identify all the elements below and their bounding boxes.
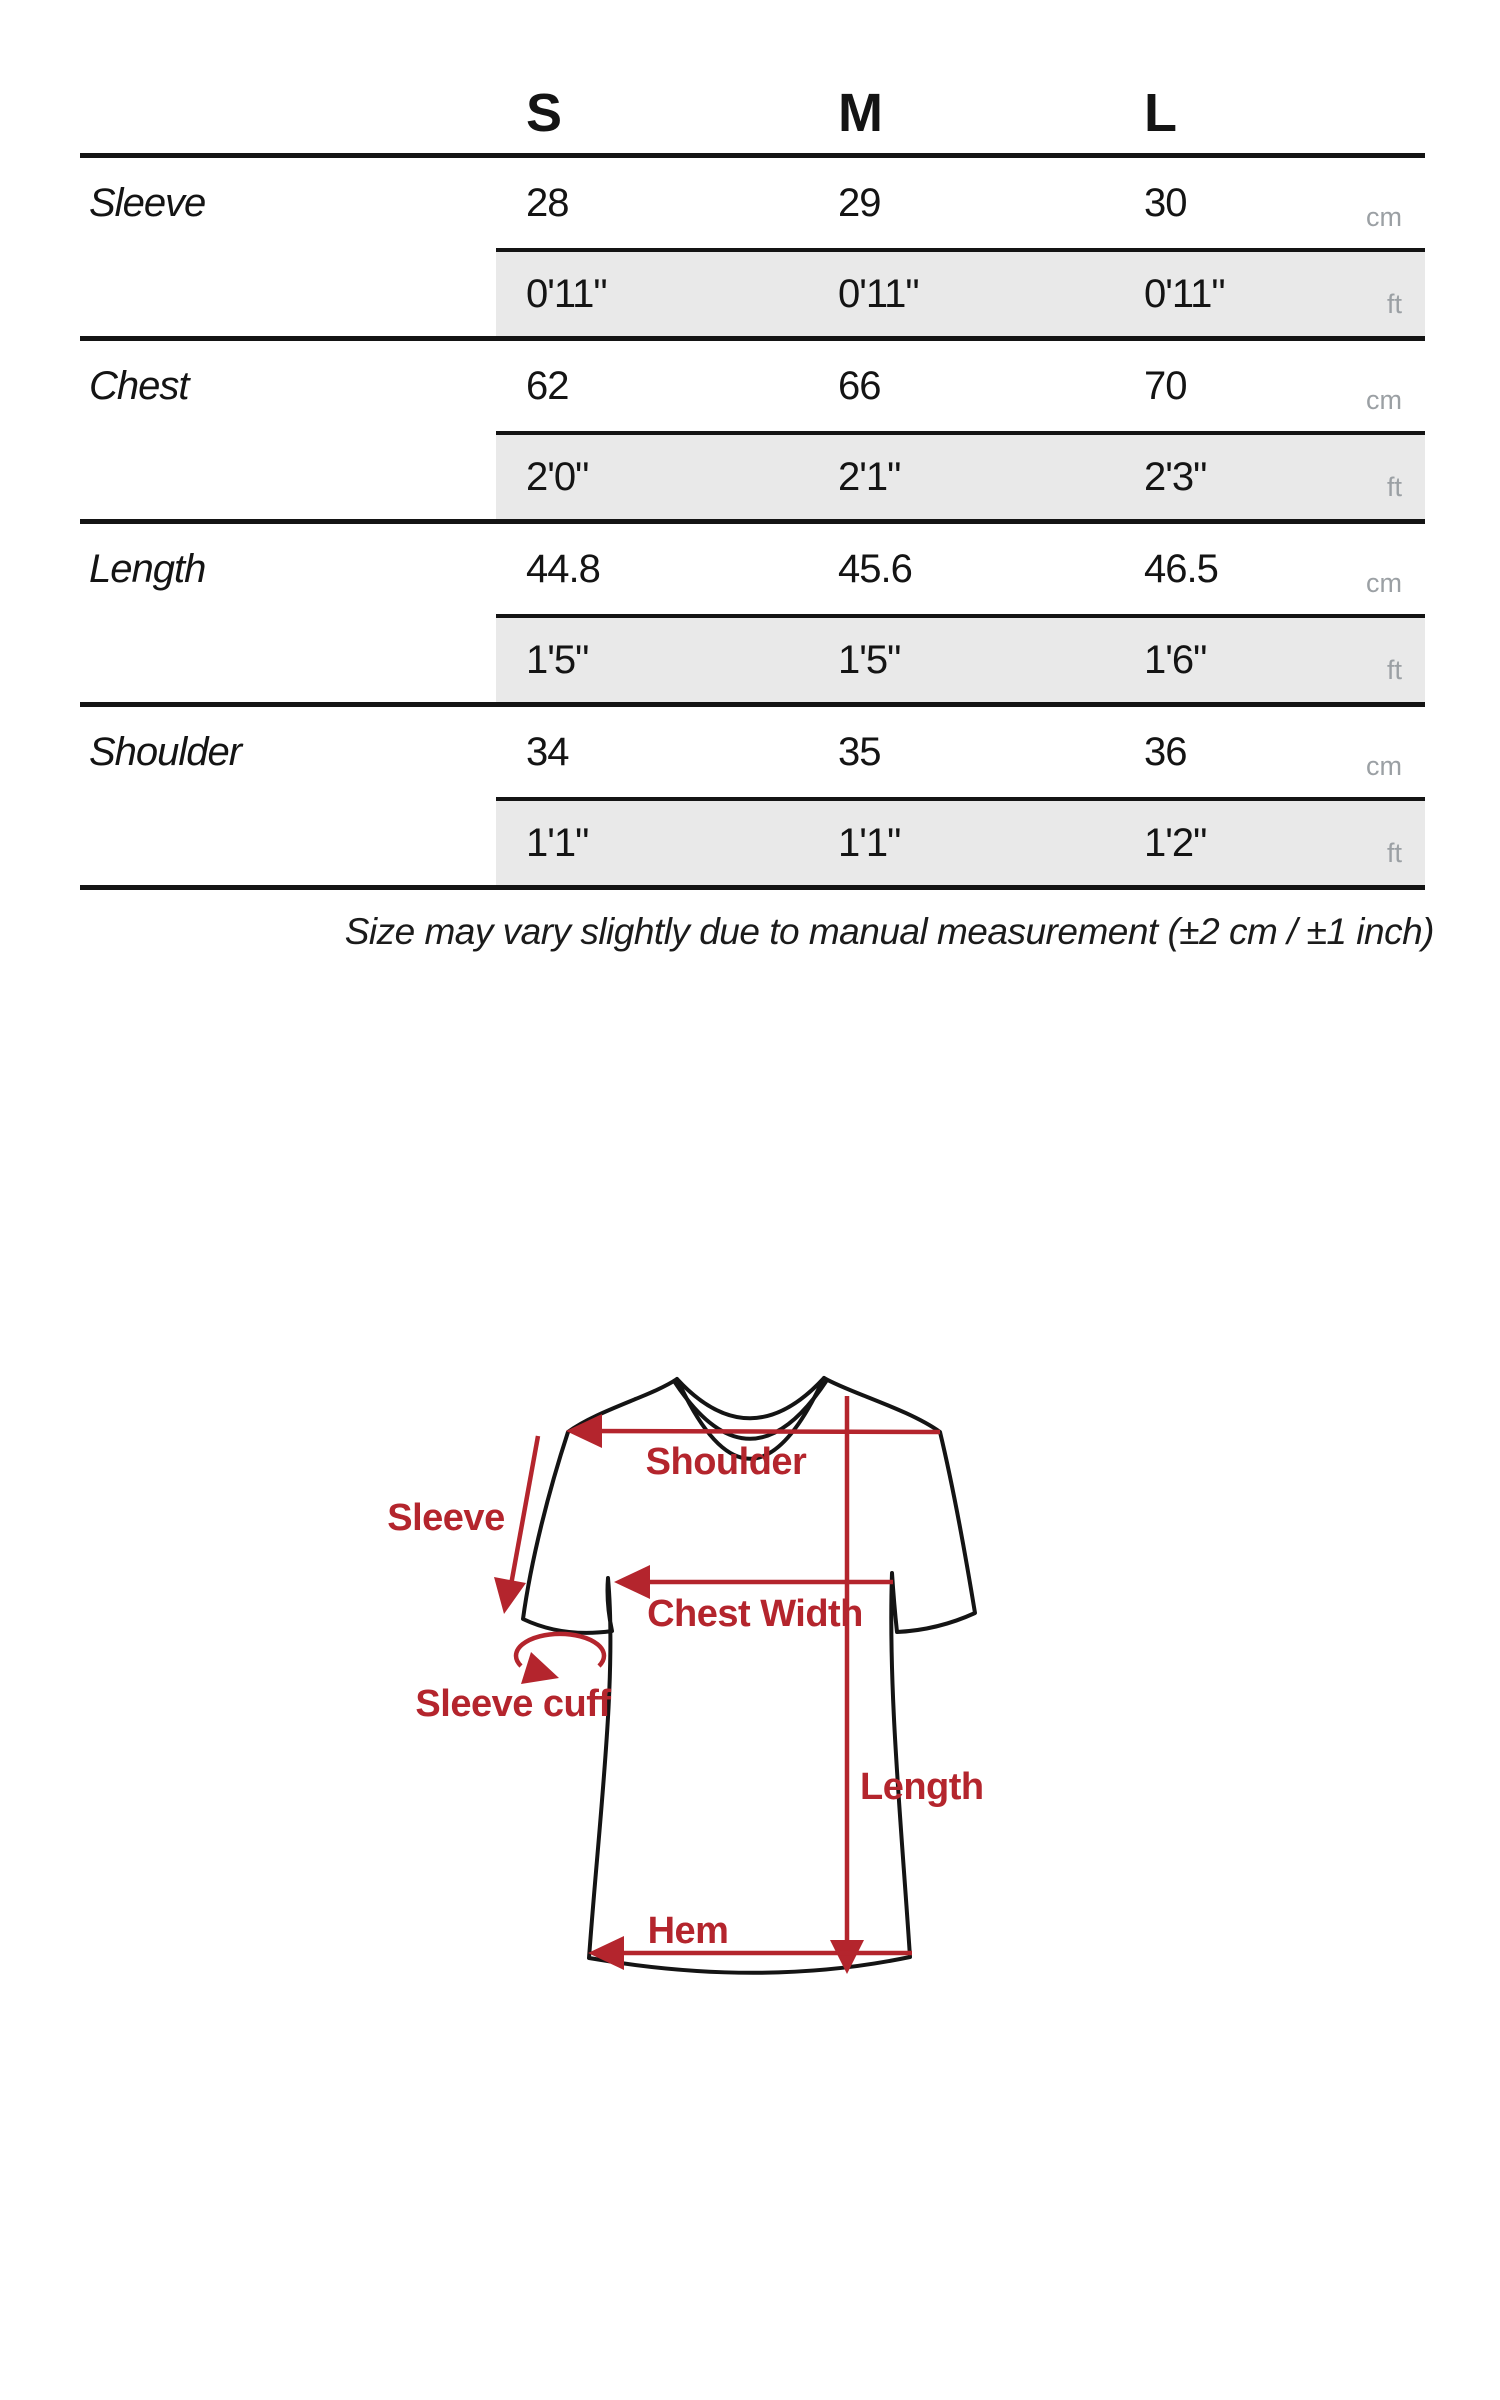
ft-value-s: 1'5": [526, 638, 589, 682]
ft-value-s: 2'0": [526, 455, 589, 499]
row-label: Chest: [89, 364, 189, 408]
row-label: Sleeve: [89, 181, 206, 225]
sleeve-label: Sleeve: [387, 1497, 505, 1539]
chest-width-label: Chest Width: [647, 1593, 863, 1635]
row-label: Shoulder: [89, 730, 242, 774]
cm-value-m: 29: [838, 181, 881, 225]
row-label: Length: [89, 547, 206, 591]
ft-value-l: 1'6": [1144, 638, 1207, 682]
column-header-m: M: [838, 83, 882, 143]
table-row-length: [80, 524, 1425, 707]
cm-value-s: 28: [526, 181, 569, 225]
ft-value-l: 2'3": [1144, 455, 1207, 499]
tshirt-diagram-svg: [380, 1340, 1020, 2040]
ft-value-s: 0'11": [526, 272, 607, 316]
ft-value-l: 0'11": [1144, 272, 1225, 316]
table-row-shoulder: [80, 707, 1425, 890]
shoulder-label: Shoulder: [645, 1441, 807, 1483]
sleeve-cuff-label: Sleeve cuff: [415, 1683, 611, 1725]
unit-ft-label: ft: [1386, 838, 1402, 868]
unit-ft-label: ft: [1386, 655, 1402, 685]
ft-band: [496, 614, 1425, 702]
sleeve-arrowhead: [494, 1577, 526, 1614]
unit-cm-label: cm: [1366, 202, 1402, 232]
shoulder-arrow-line: [572, 1431, 940, 1432]
hem-label: Hem: [647, 1910, 729, 1952]
ft-value-m: 0'11": [838, 272, 919, 316]
cm-value-s: 34: [526, 730, 569, 774]
column-header-l: L: [1144, 83, 1176, 143]
unit-cm-label: cm: [1366, 751, 1402, 781]
table-row-sleeve: [80, 158, 1425, 341]
table-row-chest: [80, 341, 1425, 524]
cm-value-s: 62: [526, 364, 569, 408]
size-table-header: [80, 70, 1425, 156]
ft-band: [496, 797, 1425, 885]
tshirt-measurement-diagram: [380, 1340, 1020, 2040]
ft-value-s: 1'1": [526, 821, 589, 865]
unit-ft-label: ft: [1386, 289, 1402, 319]
column-header-s: S: [526, 83, 562, 143]
cm-value-l: 36: [1144, 730, 1187, 774]
sleeve-cuff-arrowhead: [521, 1652, 559, 1684]
cm-value-m: 45.6: [838, 547, 912, 591]
length-label: Length: [860, 1766, 984, 1808]
cm-value-m: 35: [838, 730, 881, 774]
measurement-note: Size may vary slightly due to manual measurement (±2 cm / ±1 inch): [344, 911, 1434, 952]
cm-value-l: 46.5: [1144, 547, 1218, 591]
unit-cm-label: cm: [1366, 385, 1402, 415]
ft-value-m: 2'1": [838, 455, 901, 499]
unit-ft-label: ft: [1386, 472, 1402, 502]
ft-band: [496, 431, 1425, 519]
ft-value-m: 1'1": [838, 821, 901, 865]
cm-value-s: 44.8: [526, 547, 600, 591]
ft-value-l: 1'2": [1144, 821, 1207, 865]
cm-value-m: 66: [838, 364, 881, 408]
cm-value-l: 70: [1144, 364, 1187, 408]
cm-value-l: 30: [1144, 181, 1187, 225]
ft-band: [496, 248, 1425, 336]
unit-cm-label: cm: [1366, 568, 1402, 598]
ft-value-m: 1'5": [838, 638, 901, 682]
size-table: [80, 153, 1425, 890]
